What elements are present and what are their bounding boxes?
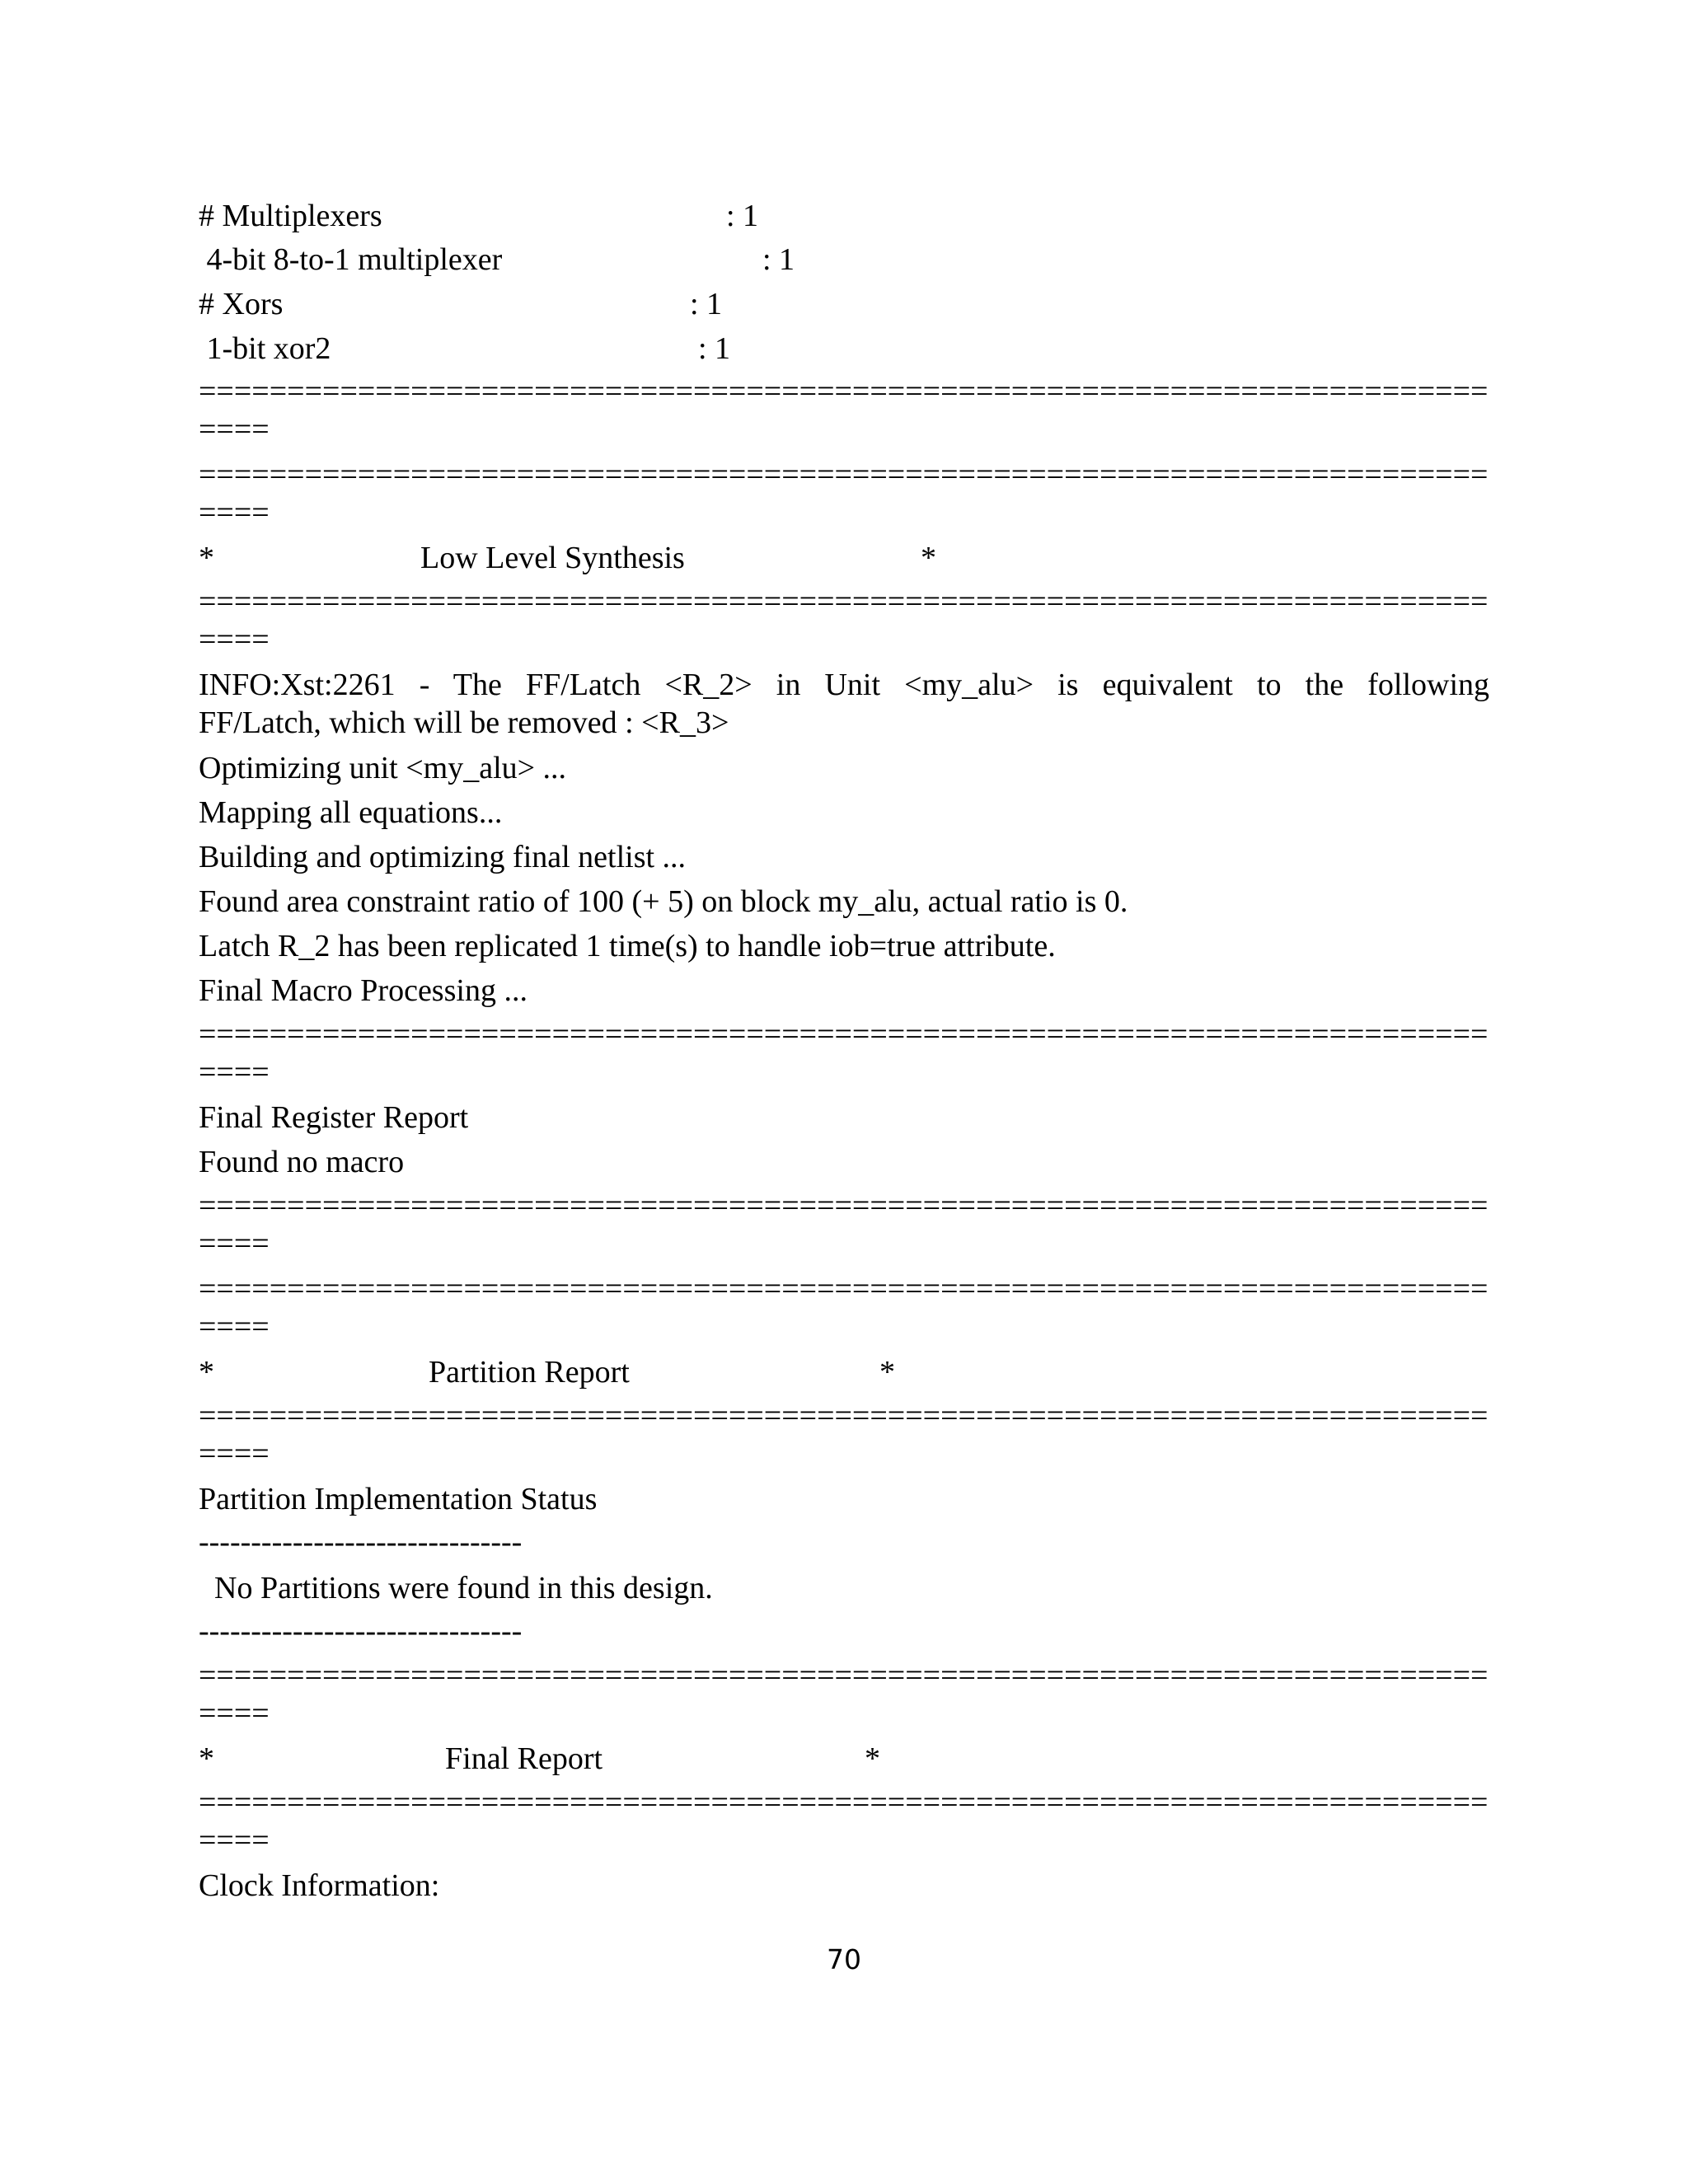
separator-rule-tail: ==== (199, 1055, 270, 1090)
clock-information-label: Clock Information: (199, 1868, 440, 1903)
partition-none-found: No Partitions were found in this design. (199, 1571, 713, 1605)
xors-label: # Xors (199, 287, 284, 321)
page-number: 70 (827, 1943, 861, 1975)
separator-rule-tail: ==== (199, 1226, 270, 1261)
separator-rule: ========================================================================= (199, 584, 1489, 619)
multiplexers-value: : 1 (726, 199, 759, 233)
separator-rule-tail: ==== (199, 1696, 270, 1731)
separator-rule: ========================================================================= (199, 1188, 1489, 1223)
register-report-title: Final Register Report (199, 1100, 469, 1135)
xors-value: : 1 (690, 287, 723, 321)
separator-rule: ========================================================================= (199, 1017, 1489, 1052)
separator-rule: ========================================================================= (199, 374, 1489, 409)
mux-item-value: : 1 (762, 242, 795, 277)
heading-star-right: * (879, 1355, 895, 1390)
log-building: Building and optimizing final netlist ... (199, 840, 687, 874)
xor-item-value: : 1 (698, 331, 731, 366)
mux-item-label: 4-bit 8-to-1 multiplexer (199, 242, 503, 277)
multiplexers-label: # Multiplexers (199, 199, 382, 233)
heading-star-right: * (921, 541, 936, 575)
partition-dashes-bottom: ------------------------------- (199, 1614, 523, 1648)
separator-rule-tail: ==== (199, 495, 270, 530)
separator-rule-tail: ==== (199, 622, 270, 657)
separator-rule: ========================================================================= (199, 457, 1489, 492)
partition-status-title: Partition Implementation Status (199, 1482, 598, 1516)
separator-rule: ========================================================================= (199, 1399, 1489, 1433)
register-report-body: Found no macro (199, 1145, 405, 1179)
info-message-line-2: FF/Latch, which will be removed : <R_3> (199, 705, 729, 740)
xor-item-label: 1-bit xor2 (199, 331, 331, 366)
log-latch-replicated: Latch R_2 has been replicated 1 time(s) to handle iob=true attribute. (199, 929, 1056, 963)
separator-rule: ========================================================================= (199, 1272, 1489, 1306)
log-final-macro: Final Macro Processing ... (199, 973, 528, 1008)
info-message-line-1: INFO:Xst:2261 - The FF/Latch <R_2> in Unit <my_alu> is equivalent to the following (199, 668, 1489, 702)
separator-rule-tail: ==== (199, 1436, 270, 1471)
partition-dashes-top: ------------------------------- (199, 1525, 523, 1559)
separator-rule-tail: ==== (199, 412, 270, 447)
section-heading-low-level-synthesis: Low Level Synthesis (420, 541, 685, 575)
separator-rule-tail: ==== (199, 1310, 270, 1344)
heading-star-left: * (199, 1355, 214, 1390)
log-mapping: Mapping all equations... (199, 795, 503, 830)
section-heading-final-report: Final Report (445, 1741, 603, 1776)
separator-rule-tail: ==== (199, 1823, 270, 1858)
separator-rule: ========================================================================= (199, 1658, 1489, 1693)
log-optimizing: Optimizing unit <my_alu> ... (199, 751, 567, 785)
heading-star-right: * (865, 1741, 880, 1776)
heading-star-left: * (199, 541, 214, 575)
section-heading-partition-report: Partition Report (429, 1355, 630, 1390)
log-area-constraint: Found area constraint ratio of 100 (+ 5) on block my_alu, actual ratio is 0. (199, 884, 1128, 919)
separator-rule: ========================================================================= (199, 1785, 1489, 1820)
heading-star-left: * (199, 1741, 214, 1776)
